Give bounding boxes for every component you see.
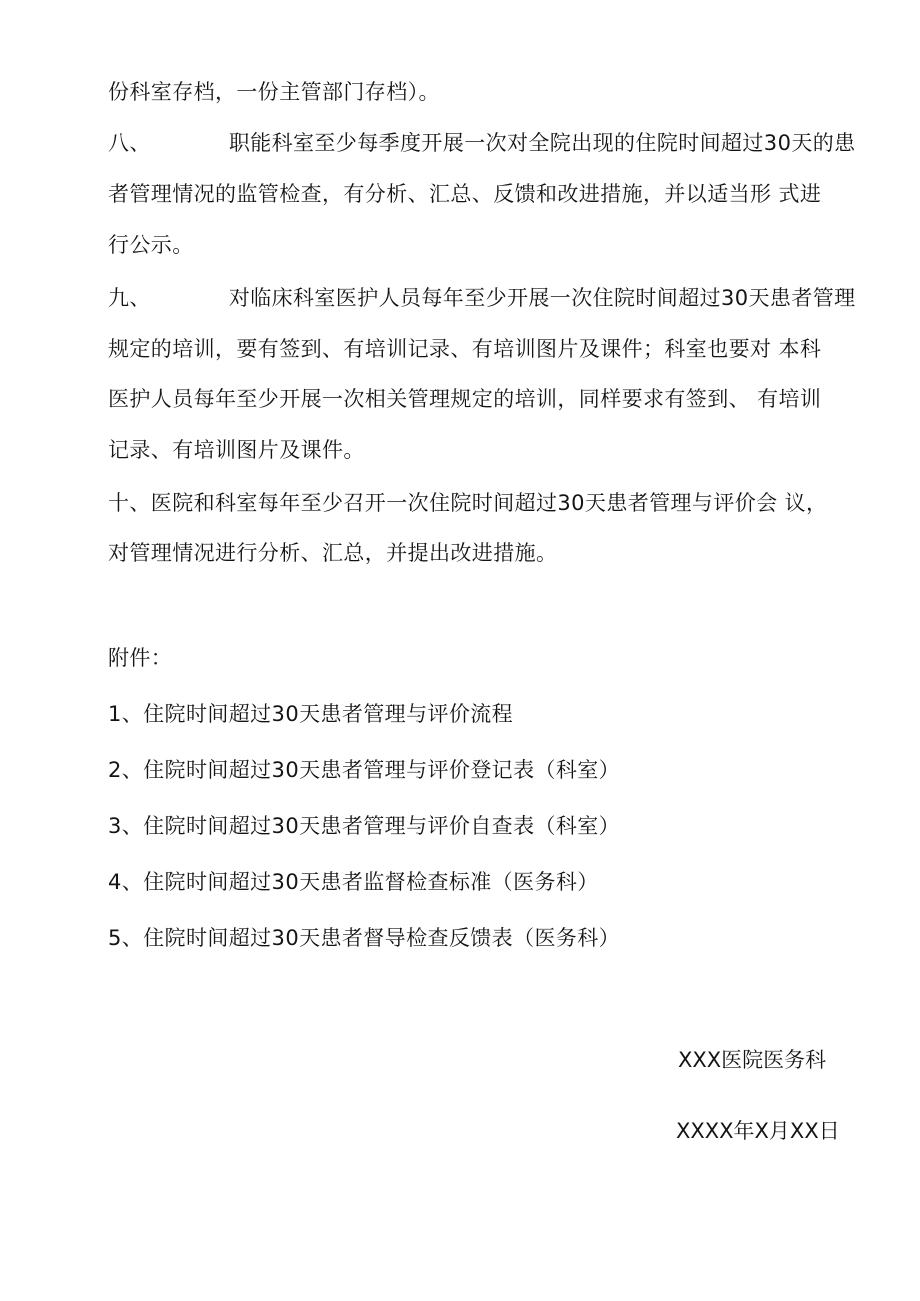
attachment-item: 4、住院时间超过30天患者监督检查标准（医务科） [108, 870, 599, 894]
item-9-line-3: 医护人员每年至少开展一次相关管理规定的培训，同样要求有签到、 有培训 [108, 387, 822, 411]
item-8-label: 八、 [108, 131, 151, 155]
item-10-line-1: 十、医院和科室每年至少召开一次住院时间超过30天患者管理与评价会 议， [108, 491, 828, 515]
paragraph-line: 份科室存档，一份主管部门存档）。 [108, 80, 440, 104]
attachment-item: 3、住院时间超过30天患者管理与评价自查表（科室） [108, 814, 621, 838]
item-9-line-1 [108, 284, 856, 312]
item-8-text: 职能科室至少每季度开展一次对全院出现的住院时间超过30天的患 [228, 131, 856, 155]
item-9-line-4: 记录、有培训图片及课件。 [108, 438, 365, 462]
attachments-heading: 附件： [108, 646, 173, 670]
item-9-line-2: 规定的培训，要有签到、有培训记录、有培训图片及课件；科室也要对 本科 [108, 337, 822, 361]
item-8-line-3: 行公示。 [108, 233, 194, 257]
signature-organization: XXX医院医务科 [678, 1048, 827, 1072]
attachment-item: 2、住院时间超过30天患者管理与评价登记表（科室） [108, 758, 621, 782]
item-9-text: 对临床科室医护人员每年至少开展一次住院时间超过30天患者管理 [228, 286, 856, 310]
item-9-label: 九、 [108, 286, 151, 310]
attachment-item: 5、住院时间超过30天患者督导检查反馈表（医务科） [108, 926, 621, 950]
item-8-line-1 [108, 129, 856, 157]
attachment-item: 1、住院时间超过30天患者管理与评价流程 [108, 702, 514, 726]
signature-date: XXXX年X月XX日 [676, 1119, 840, 1143]
item-10-line-2: 对管理情况进行分析、汇总，并提出改进措施。 [108, 541, 558, 565]
item-8-line-2: 者管理情况的监管检查，有分析、汇总、反馈和改进措施，并以适当形 式进 [108, 182, 822, 206]
